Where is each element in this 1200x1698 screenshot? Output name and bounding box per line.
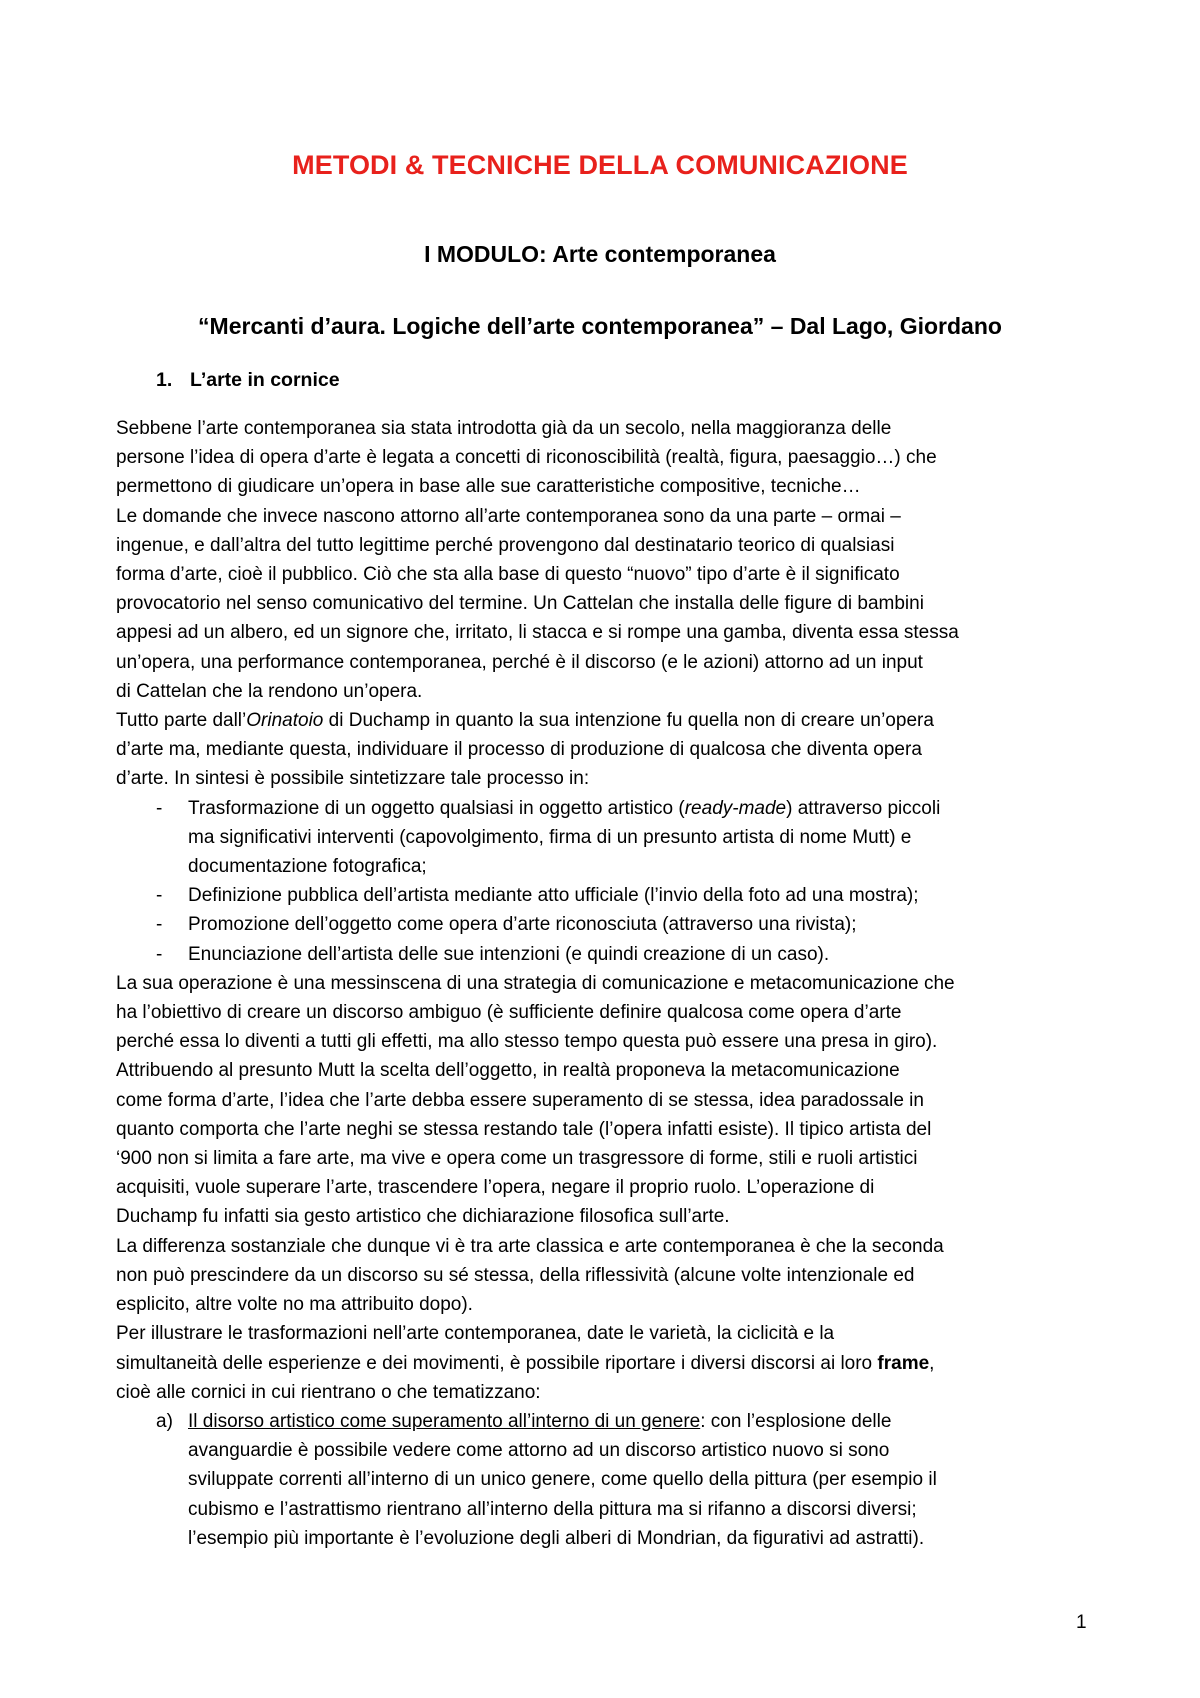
text-run: documentazione fotografica;	[188, 856, 427, 878]
text-line: forma d’arte, cioè il pubblico. Ciò che sta alla base di questo “nuovo” tipo d’arte è il significato	[116, 564, 900, 586]
list-item	[116, 881, 1116, 910]
italic-term: ready-made	[684, 797, 787, 819]
text-run: ma significativi interventi (capovolgimento, firma di un presunto artista di nome Mutt) e	[188, 826, 912, 848]
text-line: Duchamp fu infatti sia gesto artistico che dichiarazione filosofica sull’arte.	[116, 1206, 730, 1228]
bold-term: frame	[877, 1352, 930, 1374]
text-line: ingenue, e dall’altra del tutto legittime perché provengono dal destinatario teorico di qualsiasi	[116, 534, 895, 556]
text-line: quanto comporta che l’arte neghi se stessa restando tale (l’opera infatti esiste). Il tipico artista del	[116, 1118, 932, 1140]
frame-list	[116, 1407, 1116, 1553]
text-line: permettono di giudicare un’opera in base alle sue caratteristiche compositive, tecniche…	[116, 476, 861, 498]
text-run: simultaneità delle esperienze e dei movimenti, è possibile riportare i diversi discorsi ai loro	[116, 1352, 878, 1374]
text-run: Enunciazione dell’artista delle sue intenzioni (e quindi creazione di un caso).	[188, 943, 830, 965]
text-line: non può prescindere da un discorso su sé stessa, della riflessività (alcune volte intenzionale ed	[116, 1264, 915, 1286]
text-line: ha l’obiettivo di creare un discorso ambiguo (è sufficiente definire qualcosa come opera d’arte	[116, 1002, 902, 1024]
text-line: cioè alle cornici in cui rientrano o che tematizzano:	[116, 1381, 541, 1403]
text-run: Definizione pubblica dell’artista mediante atto ufficiale (l’invio della foto ad una mostra);	[188, 885, 919, 907]
text-line: Sebbene l’arte contemporanea sia stata introdotta già da un secolo, nella maggioranza delle	[116, 418, 892, 439]
text-run: Tutto parte dall’	[116, 710, 247, 732]
text-line	[116, 1349, 1116, 1378]
text-run: : con l’esplosione delle	[700, 1410, 892, 1432]
document-title: METODI & TECNICHE DELLA COMUNICAZIONE	[292, 150, 908, 180]
text-line: acquisiti, vuole superare l’arte, trascendere l’opera, negare il proprio ruolo. L’operazione di	[116, 1177, 875, 1199]
text-run: Promozione dell’oggetto come opera d’arte riconosciuta (attraverso una rivista);	[188, 914, 857, 936]
text-run: avanguardie è possibile vedere come attorno ad un discorso artistico nuovo si sono	[188, 1440, 890, 1462]
text-run: ) attraverso piccoli	[786, 797, 941, 819]
list-marker: a)	[156, 1410, 173, 1432]
artwork-title: Orinatoio	[246, 710, 324, 732]
page-number: 1	[1076, 1612, 1087, 1633]
text-run: sviluppate correnti all’interno di un unico genere, come quello della pittura (per esempio il	[188, 1469, 937, 1491]
paragraph-5	[116, 1232, 1116, 1320]
paragraph-6	[116, 1319, 1116, 1407]
list-marker: -	[156, 943, 163, 965]
list-marker: -	[156, 914, 163, 936]
book-heading: “Mercanti d’aura. Logiche dell’arte contemporanea” – Dal Lago, Giordano	[198, 313, 1002, 339]
list-marker: -	[156, 885, 163, 907]
text-run: Trasformazione di un oggetto qualsiasi in oggetto artistico (	[188, 797, 685, 819]
text-line: di Cattelan che la rendono un’opera.	[116, 680, 423, 702]
text-run: l’esempio più importante è l’evoluzione degli alberi di Mondrian, da figurativi ad astratti).	[188, 1527, 925, 1549]
paragraph-2	[116, 502, 1116, 706]
paragraph-3	[116, 706, 1116, 794]
text-line: Le domande che invece nascono attorno all’arte contemporanea sono da una parte – ormai –	[116, 505, 901, 527]
text-line: ‘900 non si limita a fare arte, ma vive e opera come un trasgressore di forme, stili e ruoli artistici	[116, 1148, 918, 1170]
text-line: Per illustrare le trasformazioni nell’arte contemporanea, date le varietà, la ciclicità e la	[116, 1323, 835, 1345]
paragraph-1	[116, 414, 1116, 502]
text-line: d’arte ma, mediante questa, individuare il processo di produzione di qualcosa che diventa opera	[116, 739, 922, 761]
text-line	[116, 706, 1116, 735]
text-line: appesi ad un albero, ed un signore che, irritato, li stacca e si rompe una gamba, diventa essa stessa	[116, 622, 959, 644]
text-line: Attribuendo al presunto Mutt la scelta dell’oggetto, in realtà proponeva la metacomunicazione	[116, 1060, 900, 1082]
list-item	[116, 910, 1116, 939]
body-text	[116, 414, 1116, 1553]
list-item	[116, 940, 1116, 969]
underlined-heading: Il disorso artistico come superamento all’interno di un genere	[188, 1410, 701, 1432]
text-run: ,	[929, 1352, 935, 1374]
text-line: provocatorio nel senso comunicativo del termine. Un Cattelan che installa delle figure di bambini	[116, 593, 924, 615]
text-line: come forma d’arte, l’idea che l’arte debba essere superamento di se stessa, idea paradossale in	[116, 1089, 924, 1111]
text-line: d’arte. In sintesi è possibile sintetizzare tale processo in:	[116, 768, 590, 790]
text-line: La differenza sostanziale che dunque vi è tra arte classica e arte contemporanea è che la seconda	[116, 1235, 944, 1257]
text-line: persone l’idea di opera d’arte è legata a concetti di riconoscibilità (realtà, figura, paesaggio…) che	[116, 447, 937, 469]
section-title: L’arte in cornice	[190, 369, 340, 391]
section-number: 1.	[156, 369, 173, 391]
text-run: cubismo e l’astrattismo rientrano all’interno della pittura ma si rifanno a discorsi diversi;	[188, 1498, 917, 1520]
module-heading: I MODULO: Arte contemporanea	[424, 241, 776, 267]
text-line: perché essa lo diventi a tutti gli effetti, ma allo stesso tempo questa può essere una presa in giro).	[116, 1031, 938, 1053]
list-item	[116, 1407, 1116, 1553]
text-line: un’opera, una performance contemporanea, perché è il discorso (e le azioni) attorno ad un input	[116, 651, 923, 673]
paragraph-4	[116, 969, 1116, 1232]
process-list	[116, 794, 1116, 969]
section-heading	[156, 369, 340, 392]
text-run: di Duchamp in quanto la sua intenzione fu quella non di creare un’opera	[323, 710, 934, 732]
list-item	[116, 794, 1116, 882]
text-line: La sua operazione è una messinscena di una strategia di comunicazione e metacomunicazione che	[116, 972, 955, 994]
list-marker: -	[156, 797, 163, 819]
text-line: esplicito, altre volte no ma attribuito dopo).	[116, 1294, 473, 1316]
